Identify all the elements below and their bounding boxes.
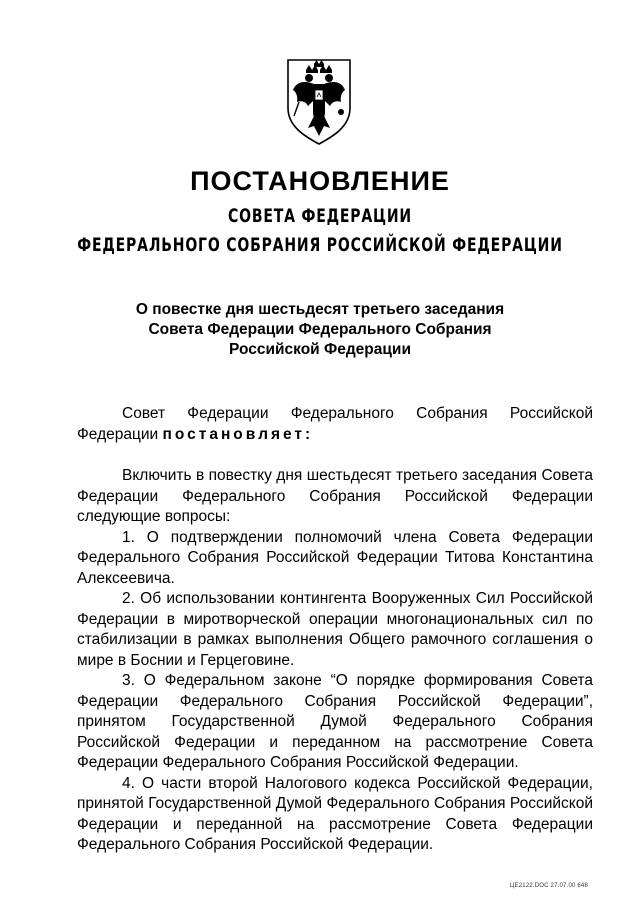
document-subtitle-council: СОВЕТА ФЕДЕРАЦИИ: [227, 205, 412, 227]
agenda-item-4: 4. О части второй Налогового кодекса Российской Федерации, принятой Государственной Думой Федерального Собрания Российской Федерации и переданной на рассмотрение Совета Федерации Федерального Собрания Российской Федерации.: [77, 774, 593, 853]
decree-word: постановляет:: [162, 425, 314, 443]
resolution-body: [77, 466, 593, 856]
subject-line: Российской Федерации: [229, 341, 411, 358]
document-subtitle-assembly: ФЕДЕРАЛЬНОГО СОБРАНИЯ РОССИЙСКОЙ ФЕДЕРАЦИИ: [77, 234, 563, 256]
agenda-item-3: 3. О Федеральном законе “О порядке формирования Совета Федерации Федерального Собрания Российской Федерации”, принятом Государственной Думой Федерального Собрания Российской Федерации и переданном на рассмотрение Совета Федерации Федерального Собрания Российской Федерации.: [77, 672, 593, 771]
subject-line: О повестке дня шестьдесят третьего заседания: [135, 301, 505, 318]
resolution-subject: [100, 300, 540, 360]
russian-coat-of-arms-icon: [284, 56, 354, 146]
agenda-item-1: 1. О подтверждении полномочий члена Совета Федерации Федерального Собрания Российской Федерации Титова Константина Алексеевича.: [77, 528, 593, 587]
agenda-item-2: 2. Об использовании контингента Вооруженных Сил Российской Федерации в миротворческой операции многонациональных сил по стабилизации в рамках выполнения Общего рамочного соглашения о мире в Боснии и Герцеговине.: [77, 590, 593, 669]
document-title: ПОСТАНОВЛЕНИЕ: [190, 166, 450, 196]
intro-paragraph: Включить в повестку дня шестьдесят третьего заседания Совета Федерации Федерального Собрания Российской Федерации следующие вопросы:: [77, 467, 593, 525]
preamble: [77, 404, 593, 445]
document-footer-code: ЦЕ2122.DOC 27.07.00 648: [509, 883, 588, 889]
subject-line: Совета Федерации Федерального Собрания: [148, 321, 492, 338]
preamble-text: Совет Федерации Федерального Собрания Российской Федерации: [77, 405, 593, 443]
